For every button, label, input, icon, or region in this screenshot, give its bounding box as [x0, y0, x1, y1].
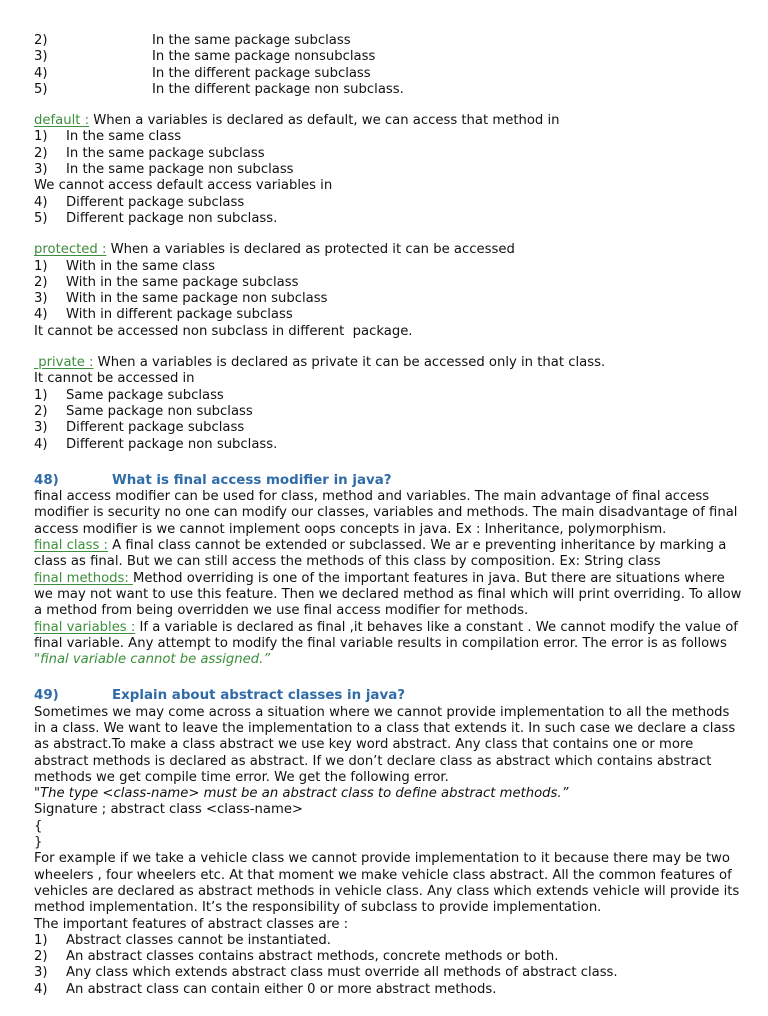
- protected-allowed-list: [34, 259, 744, 324]
- protected-intro-text: When a variables is declared as protected it can be accessed: [106, 242, 515, 258]
- final-methods-keyword: final methods:: [34, 570, 134, 586]
- list-item-number: 2): [34, 33, 48, 48]
- list-item-number: 4): [34, 436, 48, 452]
- list-item-label: Different package non subclass.: [66, 210, 278, 226]
- list-item: [34, 82, 744, 98]
- list-item-label: Abstract classes cannot be instantiated.: [66, 932, 331, 948]
- default-restriction-note: We cannot access default access variables in: [34, 178, 333, 194]
- private-intro-text: When a variables is declared as private it can be accessed only in that class.: [93, 355, 606, 371]
- abstract-error-quote: [34, 786, 744, 802]
- list-item: [34, 129, 744, 145]
- abstract-signature: Signature ; abstract class <class-name>: [34, 802, 303, 818]
- list-item: [34, 404, 744, 420]
- question-48-heading: [34, 473, 744, 489]
- list-item: [34, 259, 744, 275]
- list-item-number: 1): [34, 129, 48, 145]
- question-49-intro: Sometimes we may come across a situation where we cannot provide implementation to all the methods in a class. We want to leave the implementation to a class that extends it. In such case we declare a class as abstract.To make a class abstract we use key word abstract. Any class that contains one or more abstract methods is declared as abstract. If we don’t declare class as abstract which contains abstract methods we get compile time error. We get the following error.: [34, 704, 736, 785]
- abstract-features-list: [34, 933, 744, 998]
- list-item: [34, 33, 744, 49]
- list-item-label: An abstract classes contains abstract methods, concrete methods or both.: [66, 949, 559, 965]
- default-denied-list: [34, 195, 744, 228]
- list-item-label: Different package subclass: [66, 194, 245, 210]
- section-spacer: [34, 340, 744, 355]
- list-item-label: With in the same class: [66, 258, 216, 274]
- question-49-number: 49): [34, 688, 59, 704]
- list-item-number: 3): [34, 162, 48, 178]
- private-keyword: private :: [34, 355, 94, 371]
- list-item: [34, 965, 744, 981]
- list-item: [34, 275, 744, 291]
- list-item: [34, 933, 744, 949]
- question-48-intro: final access modifier can be used for class, method and variables. The main advantage of final access modifier is security no one can modify our classes, variables and methods. The main disadvantage of final access modifier is we cannot implement oops concepts in java. Ex : Inheritance, polymorphism.: [34, 489, 738, 537]
- final-variables-text: If a variable is declared as final ,it behaves like a constant . We cannot modify the value of final variable. Any attempt to modify the final variable results in compilation error. The error is as follows: [34, 619, 738, 651]
- list-item: [34, 949, 744, 965]
- list-item: [34, 195, 744, 211]
- list-item-label: With in the same package non subclass: [66, 291, 328, 307]
- list-item-label: An abstract class can contain either 0 or more abstract methods.: [66, 981, 497, 997]
- list-item-number: 4): [34, 194, 48, 210]
- final-variable-error-quote: [34, 652, 744, 668]
- default-heading-line: [34, 113, 744, 129]
- final-class-text: A final class cannot be extended or subclassed. We ar e preventing inheritance by marking a class as final. But we can still access the methods of this class by composition. Ex: String class: [34, 538, 727, 570]
- list-item-number: 4): [34, 981, 48, 997]
- list-item-number: 2): [34, 949, 48, 965]
- section-spacer: [34, 227, 744, 242]
- list-item-number: 3): [34, 420, 48, 436]
- list-item: [34, 307, 744, 323]
- protected-restriction-note: It cannot be accessed non subclass in different package.: [34, 323, 413, 339]
- list-item-number: 5): [34, 210, 48, 226]
- list-item-number: 1): [34, 387, 48, 403]
- list-item-number: 4): [34, 307, 48, 323]
- document-body: [34, 33, 744, 998]
- list-item-label: Different package non subclass.: [66, 436, 278, 452]
- list-item-number: 1): [34, 258, 48, 274]
- abstract-example-paragraph: For example if we take a vehicle class we cannot provide implementation to it because there may be two wheelers , four wheelers etc. At that moment we make vehicle class abstract. All the common features of vehicles are declared as abstract methods in vehicle class. Any class which extends vehicle will provide its method implementation. It’s the responsibility of subclass to provide implementation.: [34, 851, 740, 916]
- question-49-heading: [34, 688, 744, 704]
- list-item-label: In the same package subclass: [152, 33, 351, 48]
- default-keyword: default :: [34, 113, 90, 129]
- list-item: [34, 211, 744, 227]
- brace-close: }: [34, 835, 43, 851]
- brace-open: {: [34, 818, 43, 834]
- list-item: [34, 162, 744, 178]
- final-variables-paragraph: [34, 620, 744, 653]
- final-methods-paragraph: [34, 571, 744, 620]
- list-item: [34, 982, 744, 998]
- default-intro-text: When a variables is declared as default, we can access that method in: [89, 113, 560, 129]
- question-48-title: What is final access modifier in java?: [112, 472, 392, 488]
- error-message-text: "final variable cannot be assigned.”: [34, 652, 271, 668]
- list-item-number: 2): [34, 145, 48, 161]
- list-item-number: 3): [34, 965, 48, 981]
- list-item-label: In the different package non subclass.: [152, 81, 404, 97]
- list-item-label: With in different package subclass: [66, 307, 293, 323]
- protected-keyword: protected :: [34, 242, 107, 258]
- list-item: [34, 291, 744, 307]
- list-item-label: Any class which extends abstract class must override all methods of abstract class.: [66, 965, 618, 981]
- list-item-label: In the same package non subclass: [66, 162, 294, 178]
- list-item-label: Same package non subclass: [66, 403, 253, 419]
- list-item: [34, 146, 744, 162]
- list-item: [34, 420, 744, 436]
- list-item-label: In the same class: [66, 129, 182, 145]
- list-item-label: In the same package nonsubclass: [152, 49, 376, 65]
- list-item-label: In the different package subclass: [152, 65, 371, 81]
- section-spacer: [34, 668, 744, 688]
- question-48-number: 48): [34, 472, 59, 488]
- private-restriction-note: It cannot be accessed in: [34, 371, 195, 387]
- final-class-keyword: final class :: [34, 538, 108, 554]
- protected-heading-line: [34, 242, 744, 258]
- section-spacer: [34, 98, 744, 113]
- error-message-text: "The type <class-name> must be an abstract class to define abstract methods.”: [34, 786, 569, 802]
- list-item-number: 2): [34, 274, 48, 290]
- list-item-number: 2): [34, 403, 48, 419]
- list-item: [34, 49, 744, 65]
- private-denied-list: [34, 388, 744, 453]
- question-49-title: Explain about abstract classes in java?: [112, 688, 405, 704]
- final-methods-text: Method overriding is one of the important features in java. But there are situations where we may not want to use this feature. Then we declared method as final which will print overriding. To allow a method from being overridden we use final access modifier for methods.: [34, 570, 742, 619]
- list-item: [34, 66, 744, 82]
- list-item: [34, 437, 744, 453]
- private-heading-line: [34, 355, 744, 371]
- list-item: [34, 388, 744, 404]
- list-item-number: 1): [34, 932, 48, 948]
- list-item-number: 5): [34, 81, 48, 97]
- top-access-list: [34, 33, 744, 98]
- final-variables-keyword: final variables :: [34, 619, 136, 635]
- list-item-number: 3): [34, 49, 48, 65]
- abstract-features-label: The important features of abstract classes are :: [34, 916, 349, 932]
- section-spacer: [34, 453, 744, 473]
- list-item-number: 3): [34, 291, 48, 307]
- final-class-paragraph: [34, 538, 744, 571]
- list-item-label: With in the same package subclass: [66, 274, 299, 290]
- list-item-label: In the same package subclass: [66, 145, 265, 161]
- default-allowed-list: [34, 129, 744, 178]
- list-item-label: Different package subclass: [66, 420, 245, 436]
- list-item-label: Same package subclass: [66, 387, 224, 403]
- list-item-number: 4): [34, 65, 48, 81]
